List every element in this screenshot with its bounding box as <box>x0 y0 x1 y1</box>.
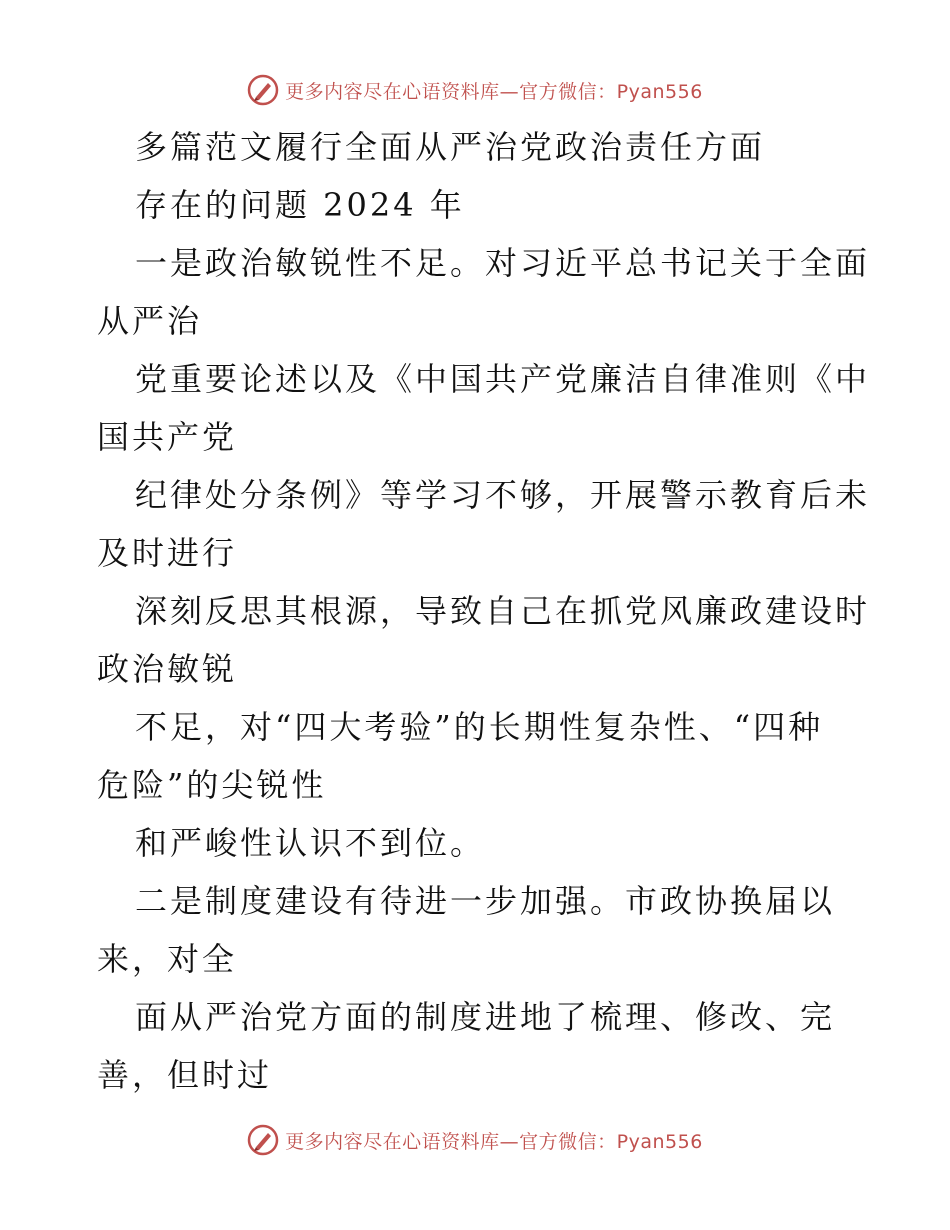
text-line: 和严峻性认识不到位。 <box>135 824 486 862</box>
text-line: 纪律处分条例》等学习不够，开展警示教育后未 <box>135 476 871 514</box>
text-line: 多篇范文履行全面从严治党政治责任方面 <box>135 128 766 166</box>
text-line: 政治敏锐 <box>97 650 238 688</box>
pen-seal-logo-icon <box>247 1124 279 1156</box>
footer-banner <box>0 1120 950 1160</box>
header-banner <box>0 70 950 110</box>
text-line: 一是政治敏锐性不足。对习近平总书记关于全面 <box>135 244 871 282</box>
text-line: 国共产党 <box>97 418 238 456</box>
text-line: 存在的问题 2024 年 <box>135 186 465 224</box>
text-line: 面从严治党方面的制度进地了梳理、修改、完 <box>135 998 836 1036</box>
text-line: 深刻反思其根源，导致自己在抓党风廉政建设时 <box>135 592 871 630</box>
text-line: 善，但时过 <box>97 1056 273 1094</box>
footer-banner-text: 更多内容尽在心语资料库—官方微信：Pyan556 <box>285 1130 703 1153</box>
text-line: 危险”的尖锐性 <box>97 766 327 804</box>
text-line: 党重要论述以及《中国共产党廉洁自律准则《中 <box>135 360 871 398</box>
document-body <box>97 118 871 1104</box>
text-line: 来，对全 <box>97 940 238 978</box>
header-banner-text: 更多内容尽在心语资料库—官方微信：Pyan556 <box>285 80 703 103</box>
text-line: 二是制度建设有待进一步加强。市政协换届以 <box>135 882 836 920</box>
pen-seal-logo-icon <box>247 74 279 106</box>
text-line: 从严治 <box>97 302 203 340</box>
text-line: 不足，对“四大考验”的长期性复杂性、“四种 <box>135 708 824 746</box>
text-line: 及时进行 <box>97 534 238 572</box>
